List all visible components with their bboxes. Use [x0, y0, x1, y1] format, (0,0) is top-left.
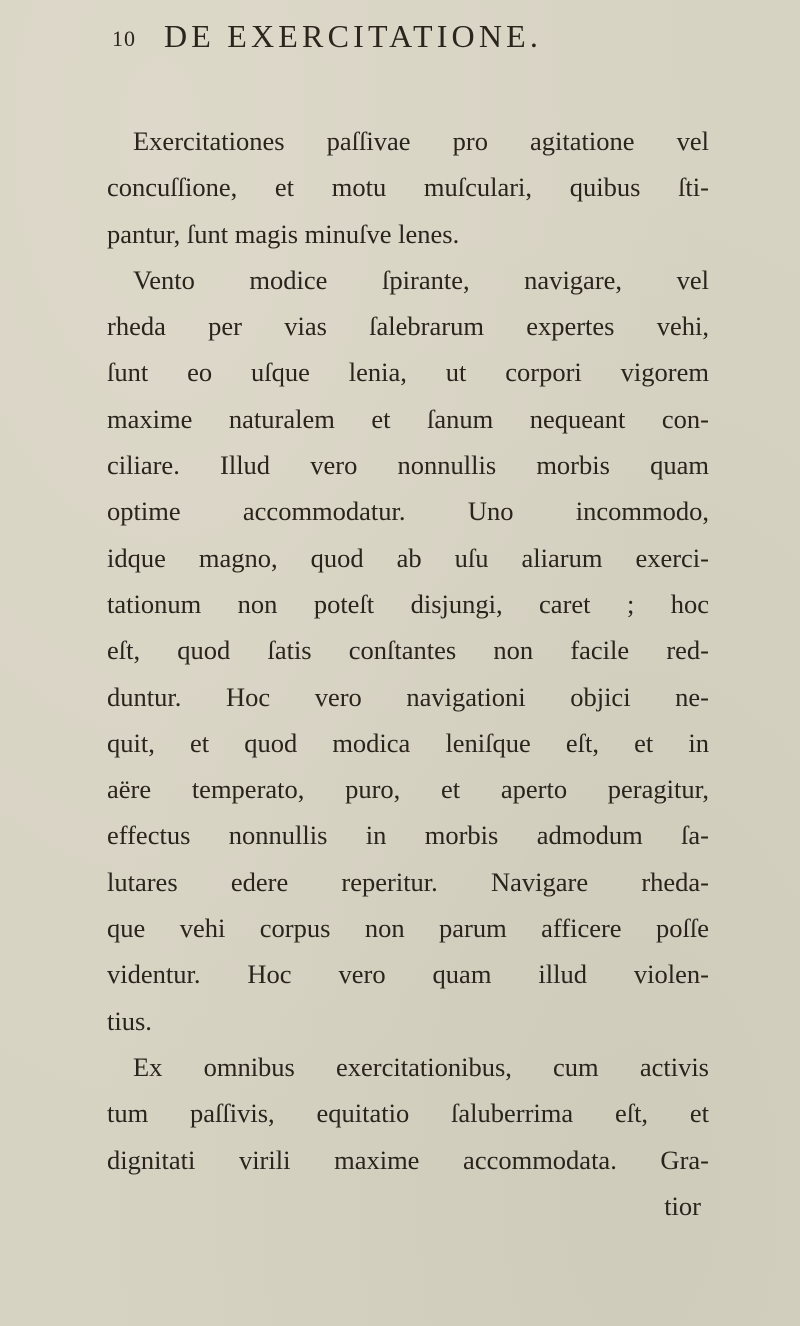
- paragraph-1-line-2: concuſſione, et motu muſculari, quibus ſti-: [107, 172, 709, 203]
- paragraph-2-line-13: effectus nonnullis in morbis admodum ſa-: [107, 820, 709, 851]
- paragraph-2-line-6: optime accommodatur. Uno incommodo,: [107, 496, 709, 527]
- page-number: 10: [112, 26, 136, 51]
- paragraph-2-line-15: que vehi corpus non parum afficere poſſe: [107, 913, 709, 944]
- paragraph-2-line-10: duntur. Hoc vero navigationi objici ne-: [107, 681, 709, 712]
- paragraph-2-line-2: rheda per vias ſalebrarum expertes vehi,: [107, 311, 709, 342]
- running-head: [112, 18, 712, 62]
- running-head-title: DE EXERCITATIONE.: [164, 18, 543, 54]
- paragraph-3-line-3: dignitati virili maxime accommodata. Gra-: [107, 1144, 709, 1175]
- paragraph-2-line-17: tius.: [107, 1005, 152, 1036]
- paragraph-1-line-3: pantur, ſunt magis minuſve lenes.: [107, 218, 460, 249]
- paragraph-2-line-11: quit, et quod modica leniſque eſt, et in: [107, 727, 709, 758]
- paragraph-2-line-9: eſt, quod ſatis conſtantes non facile red-: [107, 635, 709, 666]
- catchword: tior: [664, 1190, 701, 1221]
- paragraph-2-line-5: ciliare. Illud vero nonnullis morbis quam: [107, 450, 709, 481]
- paragraph-2-line-14: lutares edere reperitur. Navigare rheda-: [107, 866, 709, 897]
- body-text: [107, 118, 709, 1229]
- paragraph-1-line-1: Exercitationes paſſivae pro agitatione vel: [133, 126, 709, 156]
- paragraph-2-line-16: videntur. Hoc vero quam illud violen-: [107, 959, 709, 990]
- paragraph-3-line-2: tum paſſivis, equitatio ſaluberrima eſt, et: [107, 1098, 709, 1129]
- paragraph-2-line-1: Vento modice ſpirante, navigare, vel: [133, 264, 709, 295]
- paragraph-2-line-4: maxime naturalem et ſanum nequeant con-: [107, 403, 709, 434]
- paragraph-2-line-8: tationum non poteſt disjungi, caret ; hoc: [107, 588, 709, 619]
- paragraph-2-line-7: idque magno, quod ab uſu aliarum exerci-: [107, 542, 709, 573]
- paragraph-2-line-12: aëre temperato, puro, et aperto peragitur,: [107, 774, 709, 805]
- paragraph-3-line-1: Ex omnibus exercitationibus, cum activis: [133, 1051, 709, 1082]
- paragraph-2-line-3: ſunt eo uſque lenia, ut corpori vigorem: [107, 357, 709, 388]
